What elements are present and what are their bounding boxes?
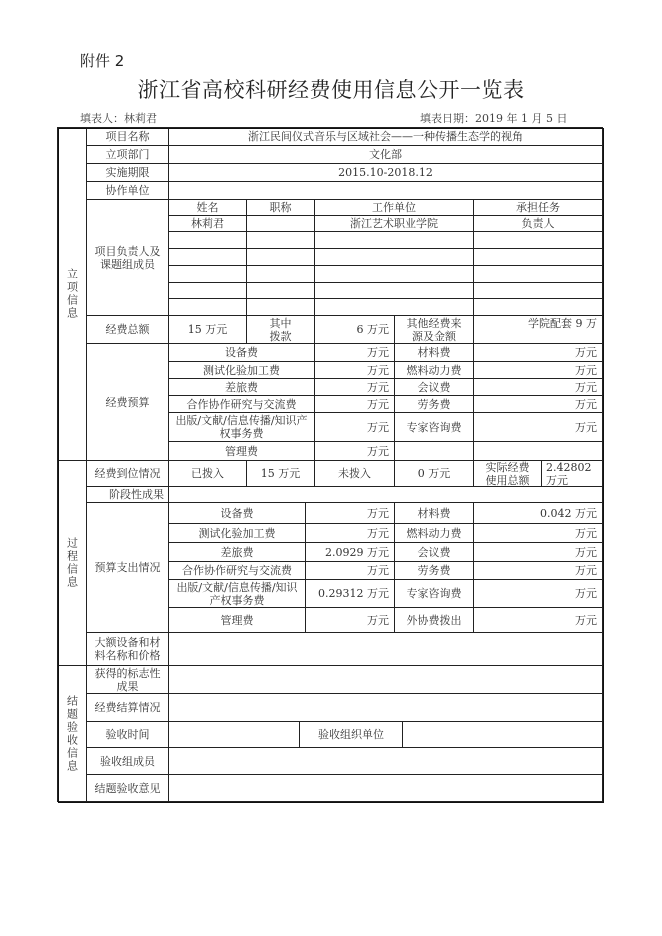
budget-item-text: 出版/文献/信息传播/知识产权事务费 xyxy=(175,414,308,440)
budget-item xyxy=(394,441,474,461)
spend-item: 合作协作研究与交流费 xyxy=(168,561,306,580)
section-project-label: 立项信息 xyxy=(65,268,79,320)
member-header-task: 承担任务 xyxy=(473,199,603,216)
project-dept-label: 立项部门 xyxy=(86,145,169,164)
equip-value xyxy=(168,632,603,666)
spend-item: 测试化验加工费 xyxy=(168,523,306,543)
budget-item: 测试化验加工费 xyxy=(168,361,315,379)
org-value xyxy=(402,721,603,748)
member-cell xyxy=(246,265,315,283)
member-cell xyxy=(246,298,315,316)
budget-value: 万元 xyxy=(314,361,395,379)
time-value xyxy=(168,721,300,748)
project-coop-value xyxy=(168,181,603,200)
budget-value: 万元 xyxy=(314,395,395,413)
spend-label: 预算支出情况 xyxy=(86,502,169,633)
member-cell: 负责人 xyxy=(473,215,603,232)
actual-value xyxy=(541,460,603,487)
member-cell xyxy=(168,265,247,283)
project-name-label: 项目名称 xyxy=(86,127,169,146)
member-header-unit: 工作单位 xyxy=(314,199,474,216)
spend-item xyxy=(168,579,306,608)
spend-item: 材料费 xyxy=(394,502,474,524)
budget-value: 万元 xyxy=(314,343,395,362)
member-cell xyxy=(314,265,474,283)
unallocated-label: 未拨入 xyxy=(314,460,395,487)
spend-value: 万元 xyxy=(473,561,603,580)
grant-label xyxy=(246,315,315,344)
arrival-label: 经费到位情况 xyxy=(86,460,169,487)
result-label-text: 获得的标志性成果 xyxy=(94,666,161,693)
fill-date: 填表日期：2019 年 1 月 5 日 xyxy=(420,112,568,125)
settle-value xyxy=(168,693,603,722)
member-cell xyxy=(473,231,603,249)
stage-value xyxy=(168,486,603,503)
spend-value: 万元 xyxy=(473,523,603,543)
budget-item: 合作协作研究与交流费 xyxy=(168,395,315,413)
equip-label-text: 大额设备和材料名称和价格 xyxy=(94,636,161,662)
stage-label: 阶段性成果 xyxy=(86,486,169,503)
spend-value: 万元 xyxy=(305,523,395,543)
budget-item: 燃料动力费 xyxy=(394,361,474,379)
budget-value: 万元 xyxy=(473,343,603,362)
member-cell xyxy=(246,215,315,232)
spend-value: 万元 xyxy=(473,579,603,608)
project-coop-label: 协作单位 xyxy=(86,181,169,200)
spend-value: 0.042 万元 xyxy=(473,502,603,524)
other-label xyxy=(394,315,474,344)
project-period-value: 2015.10-2018.12 xyxy=(168,163,603,182)
section-process xyxy=(57,460,87,666)
page-title: 浙江省高校科研经费使用信息公开一览表 xyxy=(137,78,525,102)
member-cell xyxy=(314,298,474,316)
total-label: 经费总额 xyxy=(86,315,169,344)
member-cell xyxy=(473,248,603,266)
budget-item: 会议费 xyxy=(394,378,474,396)
member-cell xyxy=(246,282,315,299)
member-cell xyxy=(168,298,247,316)
member-cell xyxy=(168,282,247,299)
actual-label-text: 实际经费使用总额 xyxy=(485,460,530,487)
member-cell: 浙江艺术职业学院 xyxy=(314,215,474,232)
members-label xyxy=(86,199,169,316)
member-cell xyxy=(473,265,603,283)
spend-item: 劳务费 xyxy=(394,561,474,580)
member-cell xyxy=(314,248,474,266)
budget-value: 万元 xyxy=(473,378,603,396)
budget-item: 差旅费 xyxy=(168,378,315,396)
other-label-text: 其他经费来源及金额 xyxy=(406,316,462,343)
equip-label xyxy=(86,632,169,666)
budget-value xyxy=(473,441,603,461)
member-cell xyxy=(473,298,603,316)
budget-item: 材料费 xyxy=(394,343,474,362)
section-process-label: 过程信息 xyxy=(65,537,79,589)
allocated-label: 已拨入 xyxy=(168,460,247,487)
spend-item: 外协费拨出 xyxy=(394,607,474,633)
member-header-name: 姓名 xyxy=(168,199,247,216)
section-project xyxy=(57,127,87,461)
accept-members-value xyxy=(168,747,603,775)
actual-label xyxy=(473,460,542,487)
budget-item: 劳务费 xyxy=(394,395,474,413)
spend-value: 万元 xyxy=(305,502,395,524)
time-label: 验收时间 xyxy=(86,721,169,748)
budget-item: 专家咨询费 xyxy=(394,412,474,442)
spend-item: 燃料动力费 xyxy=(394,523,474,543)
member-cell xyxy=(168,231,247,249)
opinion-label: 结题验收意见 xyxy=(86,774,169,802)
budget-value: 万元 xyxy=(473,412,603,442)
budget-item: 管理费 xyxy=(168,441,315,461)
spend-item-text: 出版/文献/信息传播/知识产权事务费 xyxy=(176,580,298,607)
result-value xyxy=(168,665,603,694)
accept-members-label: 验收组成员 xyxy=(86,747,169,775)
member-cell xyxy=(246,231,315,249)
opinion-value xyxy=(168,774,603,802)
spend-item: 专家咨询费 xyxy=(394,579,474,608)
project-dept-value: 文化部 xyxy=(168,145,603,164)
allocated-value: 15 万元 xyxy=(246,460,315,487)
budget-value: 万元 xyxy=(473,361,603,379)
project-name-value: 浙江民间仪式音乐与区域社会——一种传播生态学的视角 xyxy=(168,127,603,146)
budget-label: 经费预算 xyxy=(86,343,169,461)
spend-value: 2.0929 万元 xyxy=(305,542,395,562)
spend-value: 0.29312 万元 xyxy=(305,579,395,608)
unallocated-value: 0 万元 xyxy=(394,460,474,487)
member-cell: 林莉君 xyxy=(168,215,247,232)
other-value: 学院配套 9 万 xyxy=(473,315,603,344)
budget-value: 万元 xyxy=(314,441,395,461)
budget-item xyxy=(168,412,315,442)
member-cell xyxy=(473,282,603,299)
filler-name: 填表人：林莉君 xyxy=(80,112,157,125)
grant-value: 6 万元 xyxy=(314,315,395,344)
budget-item: 设备费 xyxy=(168,343,315,362)
spend-value: 万元 xyxy=(473,542,603,562)
member-header-title: 职称 xyxy=(246,199,315,216)
section-closing-label: 结题验收信息 xyxy=(65,694,79,773)
actual-value-text: 2.42802 万元 xyxy=(546,460,592,487)
member-cell xyxy=(314,282,474,299)
member-cell xyxy=(314,231,474,249)
result-label xyxy=(86,665,169,694)
spend-value: 万元 xyxy=(305,561,395,580)
grant-label-text: 其中拨款 xyxy=(269,316,292,343)
spend-item: 管理费 xyxy=(168,607,306,633)
member-cell xyxy=(168,248,247,266)
budget-value: 万元 xyxy=(473,395,603,413)
total-value: 15 万元 xyxy=(168,315,247,344)
spend-value: 万元 xyxy=(473,607,603,633)
attachment-label: 附件 2 xyxy=(80,52,125,70)
spend-item: 差旅费 xyxy=(168,542,306,562)
spend-item: 会议费 xyxy=(394,542,474,562)
settle-label: 经费结算情况 xyxy=(86,693,169,722)
project-period-label: 实施期限 xyxy=(86,163,169,182)
budget-value: 万元 xyxy=(314,412,395,442)
section-closing xyxy=(57,665,87,802)
members-label-text: 项目负责人及课题组成员 xyxy=(94,244,161,271)
member-cell xyxy=(246,248,315,266)
spend-value: 万元 xyxy=(305,607,395,633)
org-label: 验收组织单位 xyxy=(299,721,403,748)
budget-value: 万元 xyxy=(314,378,395,396)
spend-item: 设备费 xyxy=(168,502,306,524)
